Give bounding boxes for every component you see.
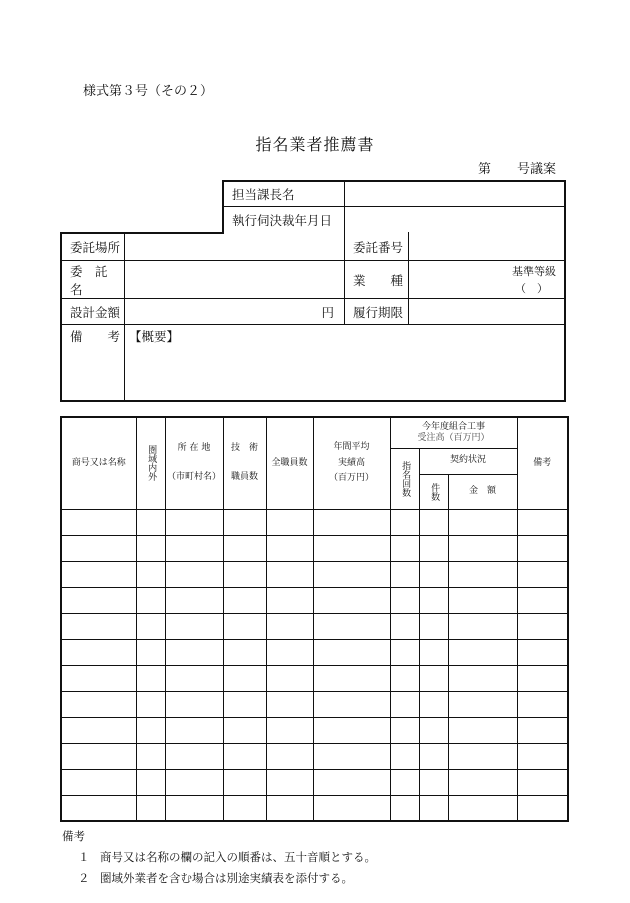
notes xyxy=(62,826,376,889)
table-cell[interactable] xyxy=(61,795,136,821)
table-cell[interactable] xyxy=(61,769,136,795)
table-cell[interactable] xyxy=(165,535,223,561)
table-cell[interactable] xyxy=(448,665,517,691)
gijutsu-header: 技 術 職員数 xyxy=(223,417,266,509)
note-item: ２ 圏域外業者を含む場合は別途実績表を添付する。 xyxy=(78,871,353,885)
table-cell[interactable] xyxy=(223,795,266,821)
table-cell[interactable] xyxy=(517,691,568,717)
table-cell[interactable] xyxy=(165,743,223,769)
table-cell[interactable] xyxy=(266,717,313,743)
table-cell[interactable] xyxy=(390,691,419,717)
table-cell[interactable] xyxy=(266,639,313,665)
bikou-label: 備 考 xyxy=(70,329,121,344)
table-cell[interactable] xyxy=(136,769,165,795)
table-cell[interactable] xyxy=(313,535,390,561)
table-cell[interactable] xyxy=(517,743,568,769)
sekkei-label: 設計金額 xyxy=(70,304,121,320)
table-cell[interactable] xyxy=(266,509,313,535)
table-row xyxy=(61,639,568,665)
table-cell[interactable] xyxy=(390,769,419,795)
table-cell[interactable] xyxy=(313,795,390,821)
table-cell[interactable] xyxy=(313,743,390,769)
table-row xyxy=(61,769,568,795)
table-cell[interactable] xyxy=(223,743,266,769)
table-cell[interactable] xyxy=(390,613,419,639)
rikou-label: 履行期限 xyxy=(353,304,404,320)
table-cell[interactable] xyxy=(223,587,266,613)
table-cell[interactable] xyxy=(61,535,136,561)
table-cell[interactable] xyxy=(136,509,165,535)
table-cell[interactable] xyxy=(266,587,313,613)
table-cell[interactable] xyxy=(313,639,390,665)
table-cell[interactable] xyxy=(419,509,448,535)
table-row xyxy=(61,613,568,639)
table-cell[interactable] xyxy=(313,769,390,795)
shimei-header: 指名回数 xyxy=(390,448,419,509)
table-cell[interactable] xyxy=(517,717,568,743)
table-cell[interactable] xyxy=(136,561,165,587)
kijun-paren: （ ） xyxy=(515,281,548,295)
table-cell[interactable] xyxy=(517,509,568,535)
table-cell[interactable] xyxy=(390,509,419,535)
table-cell[interactable] xyxy=(419,769,448,795)
tantou-label: 担当課長名 xyxy=(232,187,295,202)
konnendo-header: 今年度組合工事 受注高（百万円） xyxy=(390,417,517,448)
table-cell[interactable] xyxy=(136,743,165,769)
itaku-bangou-label: 委託番号 xyxy=(353,240,404,255)
table-cell[interactable] xyxy=(223,613,266,639)
table-cell[interactable] xyxy=(165,665,223,691)
table-cell[interactable] xyxy=(517,613,568,639)
table-cell[interactable] xyxy=(165,613,223,639)
rule xyxy=(564,180,566,402)
kingaku-header: 金 額 xyxy=(448,474,517,509)
table-row xyxy=(61,587,568,613)
table-cell[interactable] xyxy=(165,717,223,743)
table-cell[interactable] xyxy=(448,717,517,743)
table-cell[interactable] xyxy=(448,561,517,587)
table-cell[interactable] xyxy=(266,691,313,717)
table-row xyxy=(61,509,568,535)
table-cell[interactable] xyxy=(223,691,266,717)
table-cell[interactable] xyxy=(390,639,419,665)
table-cell[interactable] xyxy=(266,769,313,795)
table-cell[interactable] xyxy=(517,769,568,795)
table-cell[interactable] xyxy=(223,665,266,691)
table-cell[interactable] xyxy=(165,769,223,795)
table-cell[interactable] xyxy=(390,743,419,769)
table-cell[interactable] xyxy=(390,665,419,691)
gyoushu-label: 業 種 xyxy=(353,272,404,288)
table-cell[interactable] xyxy=(165,587,223,613)
table-row xyxy=(61,535,568,561)
table-cell[interactable] xyxy=(448,535,517,561)
table-cell[interactable] xyxy=(61,561,136,587)
kensu-header: 件数 xyxy=(419,474,448,509)
shougou-header: 商号又は名称 xyxy=(61,417,136,509)
table-cell[interactable] xyxy=(419,795,448,821)
zen-shokuin-header: 全職員数 xyxy=(266,417,313,509)
upper-form xyxy=(60,180,566,402)
table-cell[interactable] xyxy=(517,665,568,691)
table-cell[interactable] xyxy=(136,691,165,717)
table-cell[interactable] xyxy=(136,587,165,613)
table-cell[interactable] xyxy=(223,769,266,795)
table-cell[interactable] xyxy=(136,795,165,821)
gaiyou-label: 【概要】 xyxy=(129,329,180,344)
table-cell[interactable] xyxy=(390,587,419,613)
table-cell[interactable] xyxy=(448,613,517,639)
table-cell[interactable] xyxy=(419,665,448,691)
note-item: １ 商号又は名称の欄の記入の順番は、五十音順とする。 xyxy=(78,850,376,864)
table-cell[interactable] xyxy=(517,587,568,613)
itaku-basho-label: 委託場所 xyxy=(70,240,121,255)
table-cell[interactable] xyxy=(266,743,313,769)
table-cell[interactable] xyxy=(136,717,165,743)
itaku-basho-value[interactable] xyxy=(125,234,344,260)
table-row xyxy=(61,717,568,743)
table-cell[interactable] xyxy=(517,639,568,665)
table-row xyxy=(61,795,568,821)
table-cell[interactable] xyxy=(390,717,419,743)
table-cell[interactable] xyxy=(165,691,223,717)
table-cell[interactable] xyxy=(313,509,390,535)
table-cell[interactable] xyxy=(390,561,419,587)
en-label: 円 xyxy=(321,304,334,320)
keiyaku-header: 契約状況 xyxy=(419,448,517,474)
table-cell[interactable] xyxy=(313,717,390,743)
table-cell[interactable] xyxy=(313,665,390,691)
table-cell[interactable] xyxy=(390,795,419,821)
header-row xyxy=(61,417,568,448)
sekkei-value[interactable] xyxy=(125,299,344,324)
table-cell[interactable] xyxy=(419,587,448,613)
table-cell[interactable] xyxy=(313,691,390,717)
table-cell[interactable] xyxy=(61,587,136,613)
table-cell[interactable] xyxy=(165,561,223,587)
table-cell[interactable] xyxy=(223,717,266,743)
table-cell[interactable] xyxy=(136,535,165,561)
table-cell[interactable] xyxy=(223,561,266,587)
table-cell[interactable] xyxy=(61,509,136,535)
table-cell[interactable] xyxy=(165,639,223,665)
table-cell[interactable] xyxy=(517,535,568,561)
tantou-value[interactable] xyxy=(345,182,564,206)
itaku-bangou-value[interactable] xyxy=(409,234,564,260)
rule xyxy=(60,400,566,402)
table-cell[interactable] xyxy=(419,561,448,587)
kennai-header: 圏域内外 xyxy=(136,417,165,509)
gian-dai: 第 xyxy=(478,162,492,177)
table-cell[interactable] xyxy=(419,535,448,561)
gian-suffix: 号議案 xyxy=(517,162,557,177)
table-cell[interactable] xyxy=(266,535,313,561)
table-cell[interactable] xyxy=(448,769,517,795)
table-cell[interactable] xyxy=(165,795,223,821)
table-cell[interactable] xyxy=(419,613,448,639)
table-cell[interactable] xyxy=(419,717,448,743)
shozaichi-header: 所 在 地 （市町村名） xyxy=(165,417,223,509)
table-cell[interactable] xyxy=(448,509,517,535)
table-cell[interactable] xyxy=(517,561,568,587)
table-cell[interactable] xyxy=(313,587,390,613)
table-cell[interactable] xyxy=(61,613,136,639)
table-cell[interactable] xyxy=(448,639,517,665)
notes-label: 備考 xyxy=(62,829,85,843)
table-cell[interactable] xyxy=(266,795,313,821)
table-cell[interactable] xyxy=(448,691,517,717)
shikkou-label: 執行伺決裁年月日 xyxy=(232,212,333,228)
form-number: 様式第３号（その２） xyxy=(83,84,214,99)
table-cell[interactable] xyxy=(136,665,165,691)
table-cell[interactable] xyxy=(448,743,517,769)
bikou-header: 備考 xyxy=(517,417,568,509)
table-cell[interactable] xyxy=(448,795,517,821)
table-cell[interactable] xyxy=(223,509,266,535)
table-cell[interactable] xyxy=(136,639,165,665)
table-cell[interactable] xyxy=(266,613,313,639)
table-cell[interactable] xyxy=(223,535,266,561)
kijun-label: 基準等級 xyxy=(512,264,556,278)
table-cell[interactable] xyxy=(313,613,390,639)
contractor-table xyxy=(60,416,569,822)
table-cell[interactable] xyxy=(61,717,136,743)
rikou-value[interactable] xyxy=(409,299,564,324)
table-cell[interactable] xyxy=(266,561,313,587)
table-row xyxy=(61,743,568,769)
table-cell[interactable] xyxy=(419,691,448,717)
table-row xyxy=(61,691,568,717)
table-cell[interactable] xyxy=(136,613,165,639)
table-cell[interactable] xyxy=(61,691,136,717)
table-cell[interactable] xyxy=(313,561,390,587)
table-cell[interactable] xyxy=(165,509,223,535)
table-row xyxy=(61,665,568,691)
itaku-mei-label: 委 託 名 xyxy=(70,263,121,297)
nenkan-header: 年間平均 実績高 （百万円） xyxy=(313,417,390,509)
itaku-mei-value[interactable] xyxy=(125,261,344,298)
table-cell[interactable] xyxy=(266,665,313,691)
page-title: 指名業者推薦書 xyxy=(255,135,375,154)
table-cell[interactable] xyxy=(517,795,568,821)
table-cell[interactable] xyxy=(419,743,448,769)
table-cell[interactable] xyxy=(61,743,136,769)
table-row xyxy=(61,561,568,587)
table-cell[interactable] xyxy=(61,639,136,665)
table-cell[interactable] xyxy=(448,587,517,613)
table-cell[interactable] xyxy=(61,665,136,691)
kijun-cell[interactable] xyxy=(409,261,564,298)
table-cell[interactable] xyxy=(419,639,448,665)
table-cell[interactable] xyxy=(223,639,266,665)
gian-number xyxy=(478,158,556,177)
table-cell[interactable] xyxy=(390,535,419,561)
shikkou-value[interactable] xyxy=(345,207,564,232)
